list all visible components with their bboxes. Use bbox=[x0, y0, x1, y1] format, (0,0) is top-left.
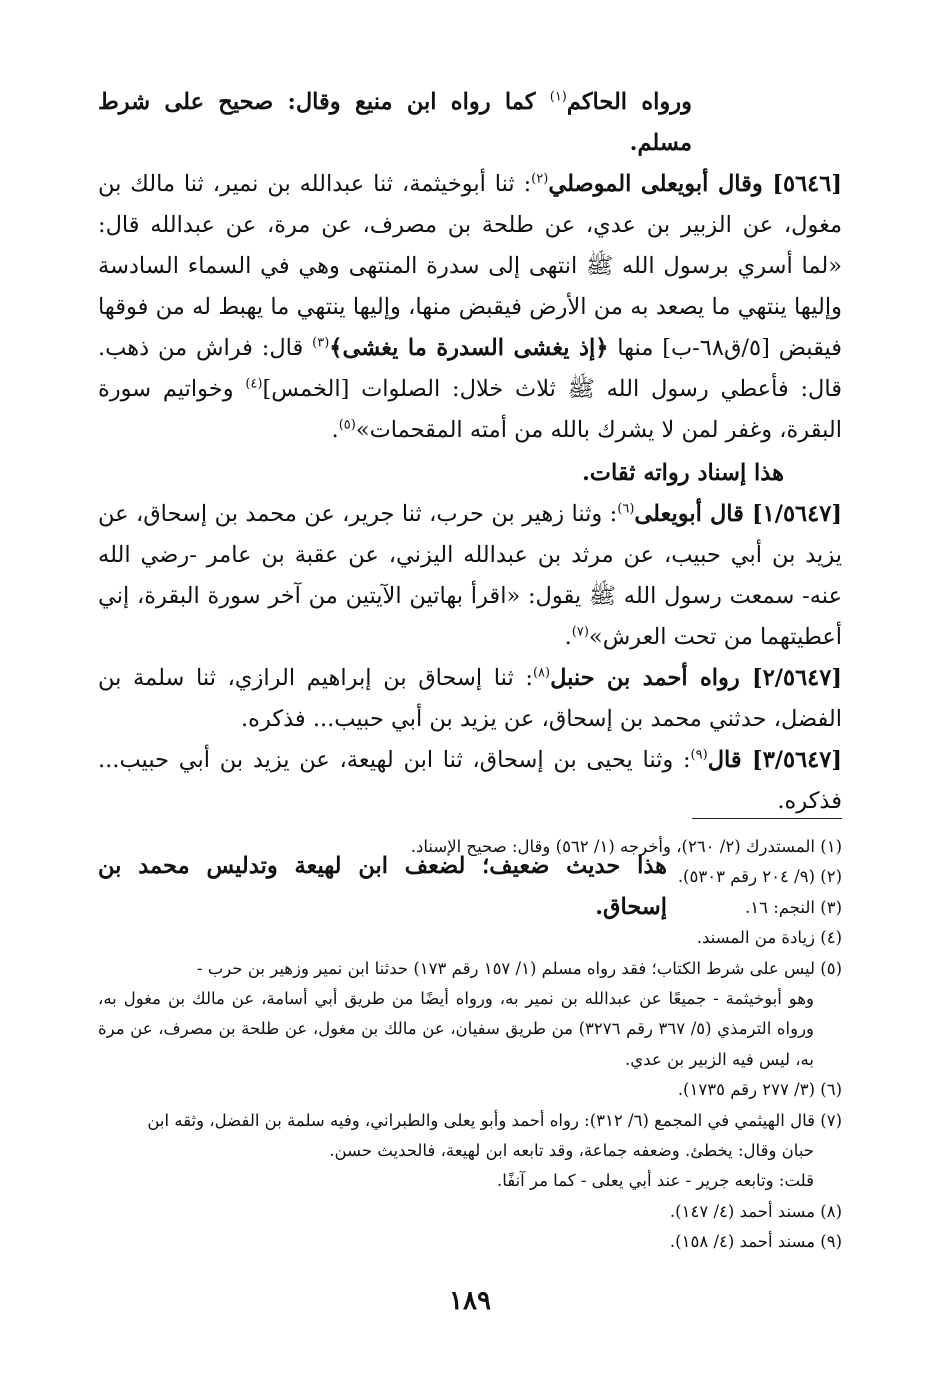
footnote-ref-3: (٣) bbox=[312, 335, 330, 351]
hadith-end: . bbox=[564, 624, 572, 650]
footnote-7: (٧) قال الهيثمي في المجمع (٦/ ٣١٢): رواه أحمد وأبو يعلى والطبراني، وفيه سلمة بن الفضل، وثقه ابن bbox=[147, 1110, 842, 1130]
footnote-ref-9: (٩) bbox=[690, 747, 708, 763]
hadith-text: : ثنا إسحاق بن إبراهيم الرازي، ثنا سلمة بن الفضل، حدثني محمد بن إسحاق، عن يزيد بن أبي حبيب... فذكره. bbox=[98, 665, 842, 732]
footnote-ref-4: (٤) bbox=[245, 376, 263, 392]
hadith-text: : ثنا أبوخيثمة، ثنا عبدالله بن نمير، ثنا مالك بن مغول، عن الزبير بن عدي، عن طلحة بن مصرف، عن مرة، عن عبدالله قال: «لما أسري برسول الله ﷺ انتهى إلى سدرة المنتهى وهي في السماء السادسة وإليها ينتهي ما يصعد به من الأرض فيقبض منها، وإليها ينتهي ما يهبط له من فوقها فيقبض [٥/ق٦٨-ب] منها bbox=[98, 171, 842, 361]
hadith-text-3: وخواتيم سورة البقرة، وغفر لمن لا يشرك بالله من أمته المقحمات» bbox=[98, 376, 842, 443]
hadith-narrator: قال bbox=[707, 747, 753, 773]
footnote-5: (٥) ليس على شرط الكتاب؛ فقد رواه مسلم (١/ ١٥٧ رقم ١٧٣) حدثنا ابن نمير وزهير بن حرب - bbox=[196, 958, 842, 978]
footnote-ref-5: (٥) bbox=[338, 417, 356, 433]
footnote-9: (٩) مسند أحمد (٤/ ١٥٨). bbox=[669, 1232, 842, 1252]
hadith-text-2: قال: فراش من ذهب. قال: فأعطي رسول الله ﷺ ثلاث خلال: الصلوات [الخمس] bbox=[98, 335, 842, 402]
hadith-text: : وثنا زهير بن حرب، ثنا جرير، عن محمد بن إسحاق، عن يزيد بن أبي حبيب، عن مرثد بن عبدالله اليزني، عن عقبة بن عامر -رضي الله عنه- سمعت رسول الله ﷺ يقول: «اقرأ بهاتين الآيتين من آخر سورة البقرة، إني أعطيتهما من تحت العرش» bbox=[98, 501, 842, 650]
hadith-5647-1 bbox=[98, 494, 842, 658]
footnote-ref-2: (٢) bbox=[531, 171, 549, 187]
footnote-7-cont: حبان وقال: يخطئ. وضعفه جماعة، وقد تابعه ابن لهيعة، فالحديث حسن. bbox=[329, 1141, 814, 1161]
footnote-1: (١) المستدرك (٢/ ٢٦٠)، وأخرجه (١/ ٥٦٢) وقال: صحيح الإسناد. bbox=[410, 837, 842, 856]
footnote-divider bbox=[692, 818, 842, 819]
hadith-number: [٥٦٤٦] bbox=[772, 171, 843, 197]
footnote-7-comment: قلت: وتابعه جرير - عند أبي يعلى - كما مر آنفًا. bbox=[496, 1171, 814, 1191]
hadith-number: [١/٥٦٤٧] bbox=[752, 501, 842, 527]
main-text bbox=[98, 82, 842, 928]
hadith-narrator: قال أبويعلى bbox=[634, 501, 753, 527]
footnote-3: (٣) النجم: ١٦. bbox=[744, 897, 842, 917]
hadith-5647-2 bbox=[98, 658, 842, 740]
page-number: ١٨٩ bbox=[449, 1286, 491, 1316]
hadith-5647-3 bbox=[98, 740, 842, 822]
final-verdict: هذا حديث ضعيف؛ لضعف ابن لهيعة وتدليس محمد بن إسحاق. bbox=[98, 853, 667, 920]
footnote-ref-1: (١) bbox=[549, 89, 567, 105]
hadith-number: [٢/٥٦٤٧] bbox=[752, 665, 842, 691]
intro-text: ورواه الحاكم bbox=[566, 89, 692, 115]
footnote-2: (٢) (٩/ ٢٠٤ رقم ٥٣٠٣). bbox=[677, 867, 842, 887]
hadith-5646 bbox=[98, 164, 842, 451]
intro-paragraph bbox=[98, 82, 842, 164]
footnote-6: (٦) (٣/ ٢٧٧ رقم ١٧٣٥). bbox=[677, 1080, 842, 1100]
hadith-text: : وثنا يحيى بن إسحاق، ثنا ابن لهيعة، عن يزيد بن أبي حبيب... فذكره. bbox=[98, 747, 842, 814]
intro-text-cont: كما رواه ابن منيع وقال: صحيح على شرط مسلم. bbox=[98, 89, 692, 156]
footnotes bbox=[98, 832, 842, 1258]
footnote-ref-8: (٨) bbox=[532, 665, 551, 681]
footnote-ref-6: (٦) bbox=[617, 501, 635, 517]
quran-verse: ﴿إذ يغشى السدرة ما يغشى﴾ bbox=[329, 335, 609, 361]
hadith-verdict: هذا إسناد رواته ثقات. bbox=[581, 460, 784, 486]
hadith-end: . bbox=[331, 417, 339, 443]
footnote-5-cont: وهو أبوخيثمة - جميعًا عن عبدالله بن نمير به، ورواه أيضًا من طريق أبي أسامة، عن مالك بن مغول به، ورواه الترمذي (٥/ ٣٦٧ رقم ٣٢٧٦) من طريق سفيان، عن مالك بن مغول، عن طلحة بن مصرف، عن مرة به، ليس فيه الزبير بن عدي. bbox=[98, 989, 815, 1069]
footnote-4: (٤) زيادة من المسند. bbox=[696, 928, 842, 948]
hadith-narrator: وقال أبويعلى الموصلي bbox=[548, 171, 773, 197]
hadith-number: [٣/٥٦٤٧] bbox=[752, 747, 843, 773]
footnote-ref-7: (٧) bbox=[571, 624, 589, 640]
hadith-narrator: رواه أحمد بن حنبل bbox=[550, 665, 753, 691]
footnote-8: (٨) مسند أحمد (٤/ ١٤٧). bbox=[669, 1201, 842, 1221]
